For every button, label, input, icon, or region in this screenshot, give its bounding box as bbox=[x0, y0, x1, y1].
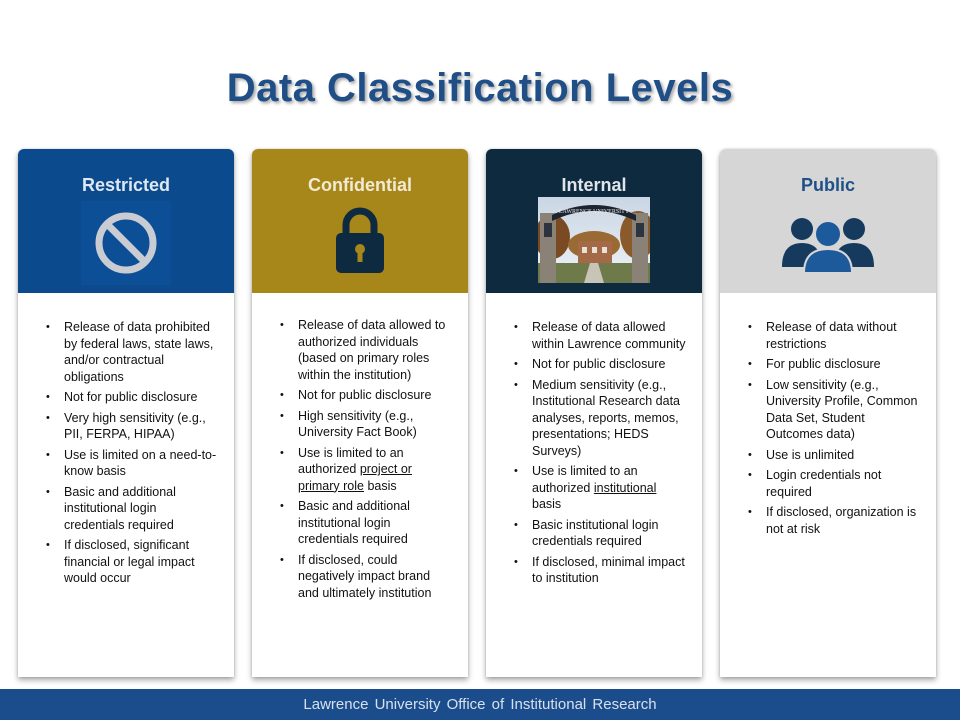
card-header-restricted bbox=[18, 149, 234, 293]
list-item: • Very high sensitivity (e.g., PII, FERPA, HIPAA) bbox=[18, 410, 234, 443]
list-item: • Basic and additional institutional login credentials required bbox=[18, 484, 234, 534]
list-item: • Basic institutional login credentials required bbox=[486, 517, 702, 550]
card-header-internal bbox=[486, 149, 702, 293]
page-title: Data Classification Levels bbox=[226, 66, 734, 110]
list-item: • High sensitivity (e.g., University Fact Book) bbox=[252, 408, 468, 441]
list-item: • Release of data allowed within Lawrence community bbox=[486, 319, 702, 352]
card-header-confidential bbox=[252, 149, 468, 293]
card-title-internal: Internal bbox=[561, 175, 627, 195]
list-item: • If disclosed, significant financial or legal impact would occur bbox=[18, 537, 234, 587]
list-item: • Use is limited to an authorized project or primary role basis bbox=[252, 445, 468, 495]
card-list-public bbox=[720, 319, 936, 541]
list-item: • Basic and additional institutional login credentials required bbox=[252, 498, 468, 548]
university-gate-photo bbox=[538, 197, 650, 288]
footer-bar: Lawrence University Office of Institutional Research bbox=[0, 689, 960, 720]
list-item: • Release of data prohibited by federal laws, state laws, and/or contractual obligations bbox=[18, 319, 234, 385]
card-public bbox=[720, 149, 936, 677]
list-item: • If disclosed, could negatively impact brand and ultimately institution bbox=[252, 552, 468, 602]
card-list-restricted bbox=[18, 319, 234, 591]
list-item: • Not for public disclosure bbox=[18, 389, 234, 406]
list-item: • Release of data without restrictions bbox=[720, 319, 936, 352]
list-item: • Low sensitivity (e.g., University Profile, Common Data Set, Student Outcomes data) bbox=[720, 377, 936, 443]
prohibited-icon bbox=[81, 201, 171, 290]
card-confidential bbox=[252, 149, 468, 677]
list-item: • Login credentials not required bbox=[720, 467, 936, 500]
list-item: • If disclosed, minimal impact to institution bbox=[486, 554, 702, 587]
gate-sign-text: LAWRENCE UNIVERSITY bbox=[558, 209, 630, 215]
padlock-icon bbox=[332, 205, 388, 280]
list-item: • Use is limited to an authorized institutional basis bbox=[486, 463, 702, 513]
card-header-public bbox=[720, 149, 936, 293]
card-list-confidential bbox=[252, 317, 468, 605]
card-title-public: Public bbox=[800, 175, 855, 195]
card-restricted bbox=[18, 149, 234, 677]
list-item: • Not for public disclosure bbox=[486, 356, 702, 373]
list-item: • Medium sensitivity (e.g., Institutional Research data analyses, reports, memos, presentations; HEDS Surveys) bbox=[486, 377, 702, 460]
card-title-restricted: Restricted bbox=[81, 175, 171, 195]
list-item: • For public disclosure bbox=[720, 356, 936, 373]
list-item: • Use is limited on a need-to-know basis bbox=[18, 447, 234, 480]
list-item: • Release of data allowed to authorized individuals (based on primary roles within the institution) bbox=[252, 317, 468, 383]
list-item: • If disclosed, organization is not at risk bbox=[720, 504, 936, 537]
card-internal bbox=[486, 149, 702, 677]
card-title-confidential: Confidential bbox=[308, 175, 412, 195]
list-item: • Use is unlimited bbox=[720, 447, 936, 464]
people-group-icon bbox=[780, 211, 876, 280]
list-item: • Not for public disclosure bbox=[252, 387, 468, 404]
card-list-internal bbox=[486, 319, 702, 591]
